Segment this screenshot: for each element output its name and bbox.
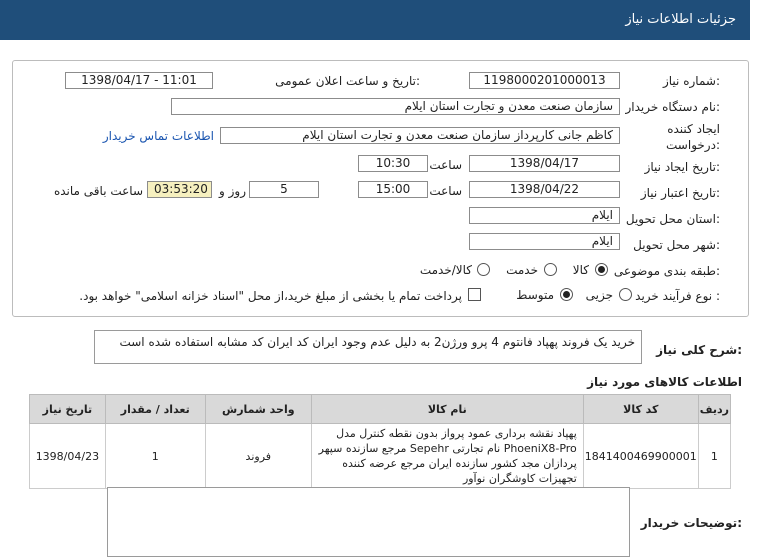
category-radio-goods-service[interactable]: [477, 263, 490, 276]
row-number-cell: 1: [698, 424, 730, 489]
create-time-label: ساعت: [429, 158, 462, 172]
valid-time-field[interactable]: 15:00: [358, 181, 428, 198]
process-radio-medium[interactable]: [560, 288, 573, 301]
category-option-goods-service: کالا/خدمت: [419, 263, 472, 277]
col-row-header: ردیف: [698, 395, 730, 424]
quantity-cell: 1: [105, 424, 205, 489]
need-number-field[interactable]: 1198000201000013: [469, 72, 620, 89]
item-code-cell: 1841400469900001: [583, 424, 698, 489]
remaining-time-label: ساعت باقی مانده: [53, 184, 143, 198]
buyer-contact-link[interactable]: اطلاعات تماس خریدار: [102, 129, 214, 143]
process-radio-minor[interactable]: [619, 288, 632, 301]
need-number-label: شماره نیاز:: [662, 74, 720, 88]
valid-time-label: ساعت: [429, 184, 462, 198]
buyer-org-field[interactable]: سازمان صنعت معدن و تجارت استان ایلام: [171, 98, 620, 115]
col-name-header: نام کالا: [311, 395, 583, 424]
category-radio-goods[interactable]: [595, 263, 608, 276]
province-label: استان محل تحویل:: [625, 212, 720, 226]
items-table: [29, 394, 731, 489]
general-desc-field[interactable]: خرید یک فروند پهپاد فانتوم 4 پرو ورژن2 به دلیل عدم وجود ایران کد ایران کد مشابه استفاده شده است: [94, 330, 642, 364]
item-name-cell: پهپاد نقشه برداری عمود پرواز بدون نقطه کنترل مدل PhoeniX8-Pro نام تجارتی Sepehr مرجع سازنده سپهر پردازان مجد کشور سازنده ایران مرجع عرضه کننده تجهیزات کاوشگران نوآور: [311, 424, 583, 489]
city-label: شهر محل تحویل:: [633, 238, 720, 252]
buyer-notes-field[interactable]: [107, 487, 630, 557]
remaining-days-field[interactable]: 5: [249, 181, 319, 198]
col-code-header: کد کالا: [583, 395, 698, 424]
category-radio-service[interactable]: [544, 263, 557, 276]
items-section-title: اطلاعات کالاهای مورد نیاز: [587, 375, 742, 389]
creator-field[interactable]: کاظم جانی کارپرداز سازمان صنعت معدن و تجارت استان ایلام: [220, 127, 620, 144]
items-table-header: [30, 395, 731, 424]
valid-date-label: تاریخ اعتبار نیاز:: [640, 186, 720, 200]
unit-cell: فروند: [205, 424, 311, 489]
city-field[interactable]: ایلام: [469, 233, 620, 250]
page-title: جزئیات اطلاعات نیاز: [625, 12, 736, 27]
announce-field[interactable]: 1398/04/17 - 11:01: [65, 72, 213, 89]
process-option-minor: جزیی: [585, 288, 613, 302]
days-label: روز و: [219, 184, 246, 198]
buyer-org-label: نام دستگاه خریدار:: [625, 100, 720, 114]
treasury-payment-checkbox[interactable]: [468, 288, 481, 301]
col-unit-header: واحد شمارش: [205, 395, 311, 424]
col-qty-header: تعداد / مقدار: [105, 395, 205, 424]
col-date-header: تاریخ نیاز: [30, 395, 106, 424]
table-row: [30, 424, 731, 489]
process-label: نوع فرآیند خرید :: [635, 289, 720, 303]
announce-label: تاریخ و ساعت اعلان عمومی:: [275, 74, 420, 88]
general-desc-label: شرح کلی نیاز:: [656, 343, 742, 357]
province-field[interactable]: ایلام: [469, 207, 620, 224]
category-option-service: خدمت: [506, 263, 538, 277]
create-date-label: تاریخ ایجاد نیاز:: [644, 160, 720, 174]
need-date-cell: 1398/04/23: [30, 424, 106, 489]
category-label: طبقه بندی موضوعی:: [613, 264, 720, 278]
create-date-field[interactable]: 1398/04/17: [469, 155, 620, 172]
creator-label-1: ایجاد کننده: [667, 122, 720, 136]
creator-label-2: درخواست:: [666, 138, 720, 152]
buyer-notes-label: توضیحات خریدار:: [640, 516, 742, 530]
process-option-medium: متوسط: [516, 288, 554, 302]
remaining-time-field: 03:53:20: [147, 181, 212, 198]
valid-date-field[interactable]: 1398/04/22: [469, 181, 620, 198]
create-time-field[interactable]: 10:30: [358, 155, 428, 172]
category-option-goods: کالا: [572, 263, 589, 277]
page-header: [0, 0, 750, 40]
treasury-payment-note: پرداخت تمام یا بخشی از مبلغ خرید،از محل "اسناد خزانه اسلامی" خواهد بود.: [79, 289, 462, 303]
